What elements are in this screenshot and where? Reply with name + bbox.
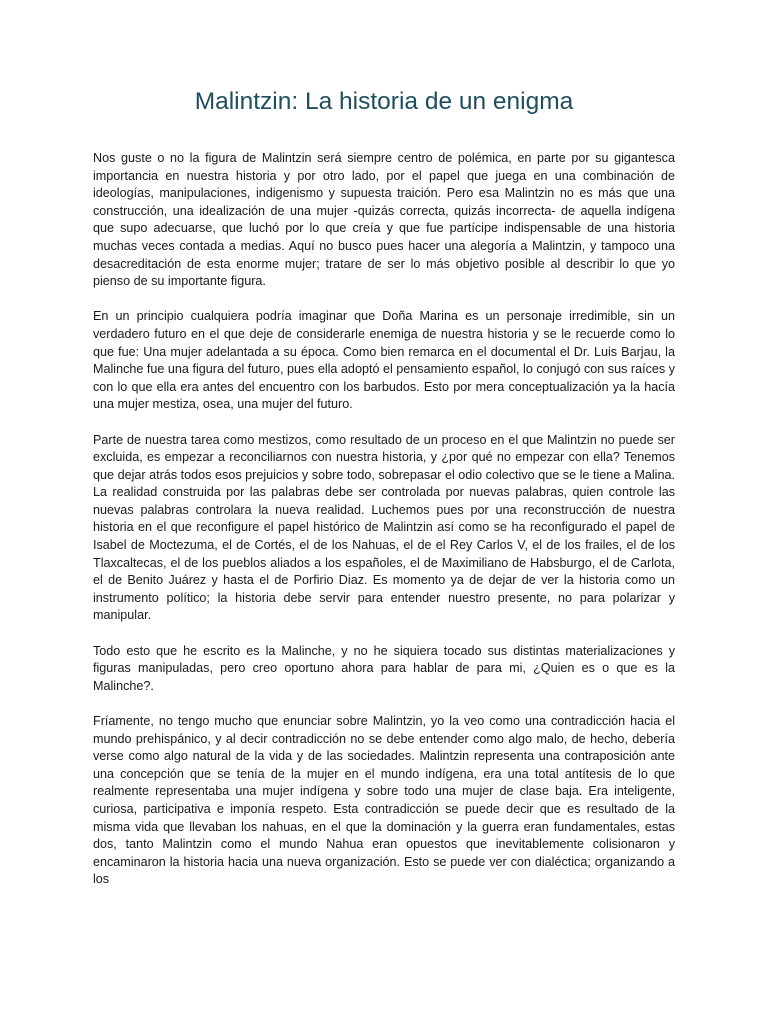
paragraph-3: Parte de nuestra tarea como mestizos, como resultado de un proceso en el que Malintzin no puede ser excluida, es empezar a reconciliarnos con nuestra historia, y ¿por qué no empezar con ella? Tenemos que dejar atrás todos esos prejuicios y sobre todo, sobrepasar el odio colectivo que se le tiene a Malina. La realidad construida por las palabras debe ser controlada por nuevas palabras, quien controle las nuevas palabras controlara la nueva realidad. Luchemos pues por una reconstrucción de nuestra historia en el que reconfigure el papel histórico de Malintzin así como se ha reconfigurado el papel de Isabel de Moctezuma, el de Cortés, el de los Nahuas, el de el Rey Carlos V, el de los frailes, el de los Tlaxcaltecas, el de los pueblos aliados a los españoles, el de Maximiliano de Habsburgo, el de Carlota, el de Benito Juárez y hasta el de Porfirio Diaz. Es momento ya de dejar de ver la historia como un instrumento político; la historia debe servir para entender nuestro presente, no para polarizar y manipular. bbox=[93, 432, 675, 623]
paragraph-5: Fríamente, no tengo mucho que enunciar sobre Malintzin, yo la veo como una contradicción hacia el mundo prehispánico, y al decir contradicción no se debe entender como algo malo, de hecho, debería verse como algo natural de la vida y de las sociedades. Malintzin representa una contraposición ante una concepción que se tenía de la mujer en el mundo indígena, era una total antítesis de lo que realmente representaba una mujer indígena y sobre todo una mujer de clase baja. Era inteligente, curiosa, participativa e imponía respeto. Esta contradicción se puede decir que es resultado de la misma vida que llevaban los nahuas, en el que la dominación y la guerra eran fundamentales, estas dos, tanto Malintzin como el mundo Nahua eran opuestos que inevitablemente colisionaron y encaminaron la historia hacia una nueva organización. Esto se puede ver con dialéctica; organizando a los bbox=[93, 714, 675, 887]
paragraph-1: Nos guste o no la figura de Malintzin será siempre centro de polémica, en parte por su gigantesca importancia en nuestra historia y por otro lado, por el papel que juega en una combinación de ideologías, manipulaciones, indigenismo y supuesta traición. Pero esa Malintzin no es más que una construcción, una idealización de una mujer -quizás correcta, quizás incorrecta- de aquella indígena que supo adecuarse, que luchó por lo que creía y que fue partícipe indispensable de una historia muchas veces contada a medias. Aquí no busco pues hacer una alegoría a Malintzin, y tampoco una desacreditación de esta enorme mujer; tratare de ser lo más objetivo posible al describir lo que yo pienso de su importante figura. bbox=[93, 151, 675, 289]
paragraph-2: En un principio cualquiera podría imaginar que Doña Marina es un personaje irredimible, sin un verdadero futuro en el que deje de considerarle enemiga de nuestra historia y se le recuerde como lo que fue: Una mujer adelantada a su época. Como bien remarca en el documental el Dr. Luis Barjau, la Malinche fue una figura del futuro, pues ella adoptó el pensamiento español, lo conjugó con sus raíces y con lo que ella era antes del encuentro con los barbudos. Esto por mera conceptualización ya la hacía una mujer mestiza, osea, una mujer del futuro. bbox=[93, 309, 675, 412]
document-body bbox=[93, 150, 675, 907]
document-title: Malintzin: La historia de un enigma bbox=[194, 88, 574, 115]
paragraph-4: Todo esto que he escrito es la Malinche, y no he siquiera tocado sus distintas materializaciones y figuras manipuladas, pero creo oportuno ahora para hablar de para mi, ¿Quien es o que es la Malinche?. bbox=[93, 643, 675, 693]
